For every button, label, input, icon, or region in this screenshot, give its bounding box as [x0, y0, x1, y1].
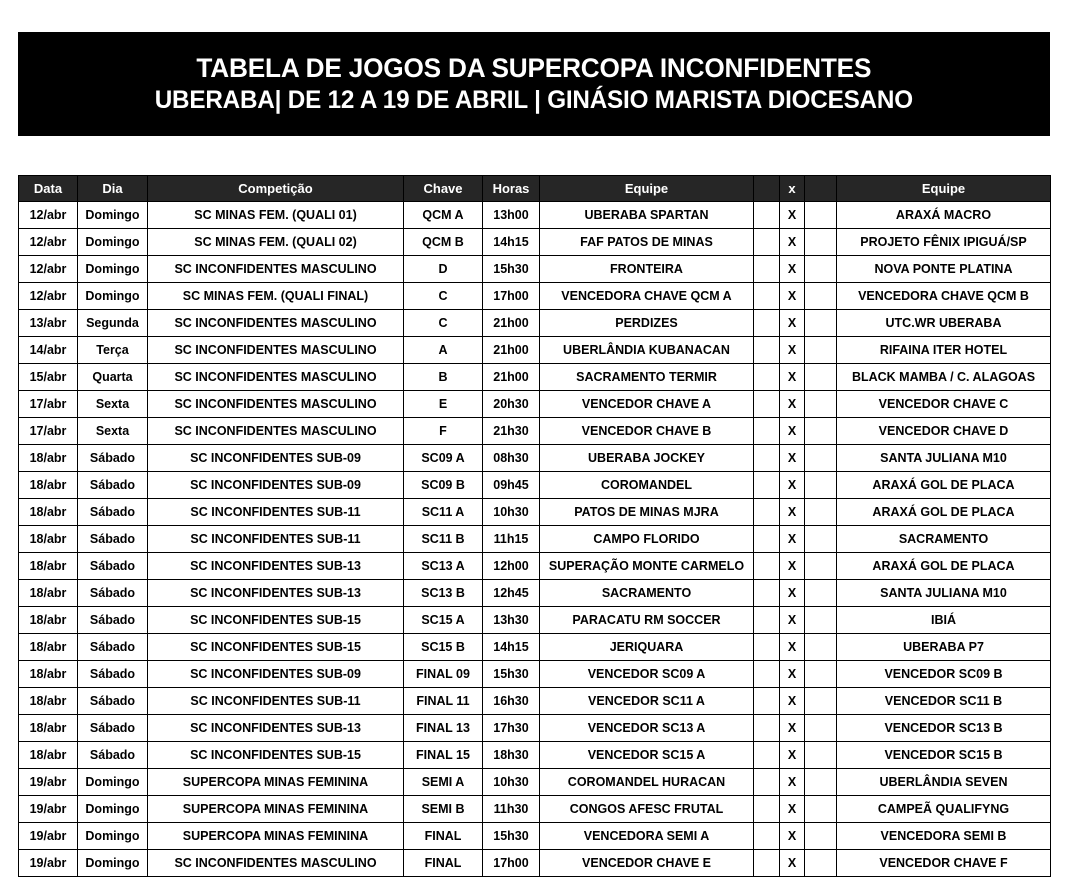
match-group: D [404, 256, 483, 283]
match-team-home: VENCEDORA SEMI A [540, 823, 754, 850]
table-row [19, 742, 1051, 769]
match-date: 17/abr [19, 391, 78, 418]
match-spacer-left [754, 472, 780, 499]
banner-title-line-2: UBERABA| DE 12 A 19 DE ABRIL | GINÁSIO MARISTA DIOCESANO [154, 86, 914, 115]
match-spacer-left [754, 661, 780, 688]
match-team-away: VENCEDOR CHAVE F [837, 850, 1051, 877]
table-row [19, 418, 1051, 445]
match-time: 09h45 [483, 472, 540, 499]
match-team-away: SANTA JULIANA M10 [837, 580, 1051, 607]
match-weekday: Sábado [78, 634, 148, 661]
match-date: 12/abr [19, 202, 78, 229]
match-versus: X [780, 283, 805, 310]
match-competition: SC INCONFIDENTES SUB-13 [148, 553, 404, 580]
match-team-home: VENCEDOR SC15 A [540, 742, 754, 769]
match-competition: SC INCONFIDENTES MASCULINO [148, 256, 404, 283]
match-team-away: VENCEDOR CHAVE D [837, 418, 1051, 445]
match-group: FINAL 15 [404, 742, 483, 769]
match-spacer-right [805, 796, 837, 823]
match-spacer-left [754, 526, 780, 553]
match-team-home: VENCEDORA CHAVE QCM A [540, 283, 754, 310]
match-time: 14h15 [483, 229, 540, 256]
match-team-away: PROJETO FÊNIX IPIGUÁ/SP [837, 229, 1051, 256]
column-header-data: Data [19, 176, 78, 202]
match-versus: X [780, 742, 805, 769]
match-group: FINAL [404, 823, 483, 850]
match-date: 18/abr [19, 607, 78, 634]
match-spacer-right [805, 688, 837, 715]
match-competition: SC INCONFIDENTES SUB-15 [148, 607, 404, 634]
match-competition: SC INCONFIDENTES SUB-09 [148, 661, 404, 688]
match-weekday: Sábado [78, 499, 148, 526]
match-spacer-left [754, 742, 780, 769]
match-time: 15h30 [483, 256, 540, 283]
match-team-home: VENCEDOR SC11 A [540, 688, 754, 715]
match-group: E [404, 391, 483, 418]
match-group: SC13 A [404, 553, 483, 580]
table-row [19, 445, 1051, 472]
match-spacer-left [754, 607, 780, 634]
table-header-row [19, 176, 1051, 202]
match-time: 17h00 [483, 850, 540, 877]
match-weekday: Domingo [78, 256, 148, 283]
match-time: 13h30 [483, 607, 540, 634]
match-spacer-left [754, 499, 780, 526]
match-date: 18/abr [19, 634, 78, 661]
match-team-home: CONGOS AFESC FRUTAL [540, 796, 754, 823]
table-row [19, 688, 1051, 715]
match-competition: SC INCONFIDENTES SUB-13 [148, 580, 404, 607]
match-date: 18/abr [19, 661, 78, 688]
match-team-away: UBERLÂNDIA SEVEN [837, 769, 1051, 796]
match-team-home: COROMANDEL HURACAN [540, 769, 754, 796]
match-time: 12h45 [483, 580, 540, 607]
match-team-away: SANTA JULIANA M10 [837, 445, 1051, 472]
table-row [19, 229, 1051, 256]
match-date: 19/abr [19, 823, 78, 850]
match-time: 16h30 [483, 688, 540, 715]
match-group: SEMI B [404, 796, 483, 823]
match-weekday: Sábado [78, 526, 148, 553]
column-header-equipe-away: Equipe [837, 176, 1051, 202]
match-group: FINAL 09 [404, 661, 483, 688]
match-spacer-left [754, 445, 780, 472]
match-weekday: Domingo [78, 796, 148, 823]
match-group: QCM A [404, 202, 483, 229]
match-group: F [404, 418, 483, 445]
match-weekday: Segunda [78, 310, 148, 337]
match-time: 13h00 [483, 202, 540, 229]
match-competition: SC INCONFIDENTES SUB-11 [148, 526, 404, 553]
match-spacer-left [754, 202, 780, 229]
match-versus: X [780, 418, 805, 445]
match-team-home: FRONTEIRA [540, 256, 754, 283]
match-spacer-right [805, 823, 837, 850]
match-group: SC11 B [404, 526, 483, 553]
match-team-home: FAF PATOS DE MINAS [540, 229, 754, 256]
match-team-home: PERDIZES [540, 310, 754, 337]
match-weekday: Sábado [78, 688, 148, 715]
match-spacer-right [805, 553, 837, 580]
table-row [19, 823, 1051, 850]
match-date: 15/abr [19, 364, 78, 391]
match-spacer-left [754, 391, 780, 418]
match-spacer-left [754, 337, 780, 364]
match-spacer-right [805, 337, 837, 364]
match-competition: SC INCONFIDENTES MASCULINO [148, 310, 404, 337]
table-row [19, 364, 1051, 391]
table-row [19, 337, 1051, 364]
match-team-home: JERIQUARA [540, 634, 754, 661]
match-date: 18/abr [19, 526, 78, 553]
match-date: 12/abr [19, 283, 78, 310]
match-versus: X [780, 553, 805, 580]
table-row [19, 661, 1051, 688]
match-team-home: VENCEDOR CHAVE E [540, 850, 754, 877]
table-row [19, 526, 1051, 553]
table-row [19, 634, 1051, 661]
match-competition: SC INCONFIDENTES SUB-15 [148, 742, 404, 769]
match-time: 11h15 [483, 526, 540, 553]
match-spacer-right [805, 661, 837, 688]
match-team-home: SACRAMENTO TERMIR [540, 364, 754, 391]
match-time: 11h30 [483, 796, 540, 823]
match-team-away: SACRAMENTO [837, 526, 1051, 553]
match-team-away: VENCEDOR CHAVE C [837, 391, 1051, 418]
match-spacer-right [805, 202, 837, 229]
match-spacer-right [805, 526, 837, 553]
match-weekday: Sábado [78, 445, 148, 472]
match-competition: SC INCONFIDENTES SUB-11 [148, 499, 404, 526]
match-time: 14h15 [483, 634, 540, 661]
match-competition: SC MINAS FEM. (QUALI FINAL) [148, 283, 404, 310]
match-spacer-right [805, 229, 837, 256]
match-date: 18/abr [19, 688, 78, 715]
match-spacer-right [805, 256, 837, 283]
match-versus: X [780, 634, 805, 661]
match-weekday: Sexta [78, 391, 148, 418]
match-group: SC09 A [404, 445, 483, 472]
match-time: 18h30 [483, 742, 540, 769]
match-team-home: VENCEDOR CHAVE B [540, 418, 754, 445]
match-time: 10h30 [483, 769, 540, 796]
match-time: 21h00 [483, 337, 540, 364]
match-team-away: ARAXÁ GOL DE PLACA [837, 499, 1051, 526]
table-row [19, 256, 1051, 283]
match-group: SC15 A [404, 607, 483, 634]
match-spacer-left [754, 580, 780, 607]
column-header-spacer-right [805, 176, 837, 202]
match-spacer-right [805, 742, 837, 769]
match-weekday: Sexta [78, 418, 148, 445]
match-versus: X [780, 688, 805, 715]
match-spacer-right [805, 715, 837, 742]
match-team-away: ARAXÁ GOL DE PLACA [837, 553, 1051, 580]
column-header-horas: Horas [483, 176, 540, 202]
match-group: B [404, 364, 483, 391]
table-row [19, 796, 1051, 823]
match-spacer-left [754, 688, 780, 715]
match-team-away: UTC.WR UBERABA [837, 310, 1051, 337]
match-spacer-right [805, 418, 837, 445]
match-versus: X [780, 580, 805, 607]
column-header-equipe-home: Equipe [540, 176, 754, 202]
match-competition: SC INCONFIDENTES SUB-15 [148, 634, 404, 661]
match-group: SC13 B [404, 580, 483, 607]
match-date: 17/abr [19, 418, 78, 445]
table-row [19, 715, 1051, 742]
match-spacer-right [805, 364, 837, 391]
match-team-away: VENCEDOR SC13 B [837, 715, 1051, 742]
table-row [19, 769, 1051, 796]
match-time: 20h30 [483, 391, 540, 418]
match-weekday: Sábado [78, 472, 148, 499]
match-group: SC11 A [404, 499, 483, 526]
match-versus: X [780, 661, 805, 688]
schedule-table-container [18, 175, 1050, 877]
match-team-away: VENCEDOR SC09 B [837, 661, 1051, 688]
match-spacer-left [754, 283, 780, 310]
match-date: 19/abr [19, 769, 78, 796]
match-weekday: Sábado [78, 715, 148, 742]
table-row [19, 850, 1051, 877]
match-versus: X [780, 715, 805, 742]
match-date: 18/abr [19, 742, 78, 769]
match-versus: X [780, 256, 805, 283]
match-group: FINAL [404, 850, 483, 877]
match-date: 18/abr [19, 553, 78, 580]
match-versus: X [780, 796, 805, 823]
match-competition: SUPERCOPA MINAS FEMININA [148, 823, 404, 850]
match-spacer-right [805, 580, 837, 607]
match-competition: SC INCONFIDENTES SUB-09 [148, 445, 404, 472]
match-weekday: Domingo [78, 283, 148, 310]
schedule-table [18, 175, 1051, 877]
match-date: 19/abr [19, 796, 78, 823]
match-team-away: VENCEDORA SEMI B [837, 823, 1051, 850]
match-weekday: Quarta [78, 364, 148, 391]
match-date: 19/abr [19, 850, 78, 877]
table-row [19, 472, 1051, 499]
match-time: 10h30 [483, 499, 540, 526]
match-weekday: Sábado [78, 607, 148, 634]
match-weekday: Terça [78, 337, 148, 364]
match-spacer-left [754, 418, 780, 445]
match-versus: X [780, 607, 805, 634]
match-competition: SC INCONFIDENTES SUB-11 [148, 688, 404, 715]
title-banner [18, 32, 1050, 136]
match-team-away: IBIÁ [837, 607, 1051, 634]
match-competition: SC INCONFIDENTES MASCULINO [148, 364, 404, 391]
match-spacer-left [754, 310, 780, 337]
match-weekday: Domingo [78, 823, 148, 850]
match-time: 12h00 [483, 553, 540, 580]
match-weekday: Sábado [78, 661, 148, 688]
match-team-home: COROMANDEL [540, 472, 754, 499]
column-header-dia: Dia [78, 176, 148, 202]
match-group: SC09 B [404, 472, 483, 499]
match-spacer-left [754, 229, 780, 256]
match-group: SC15 B [404, 634, 483, 661]
match-spacer-right [805, 445, 837, 472]
match-team-away: VENCEDOR SC11 B [837, 688, 1051, 715]
match-spacer-left [754, 715, 780, 742]
match-time: 17h00 [483, 283, 540, 310]
match-date: 12/abr [19, 229, 78, 256]
match-spacer-left [754, 769, 780, 796]
match-time: 21h30 [483, 418, 540, 445]
match-group: QCM B [404, 229, 483, 256]
table-row [19, 202, 1051, 229]
match-spacer-left [754, 796, 780, 823]
match-team-home: VENCEDOR SC09 A [540, 661, 754, 688]
match-team-away: ARAXÁ GOL DE PLACA [837, 472, 1051, 499]
match-spacer-right [805, 283, 837, 310]
match-team-home: VENCEDOR SC13 A [540, 715, 754, 742]
match-versus: X [780, 391, 805, 418]
match-team-home: UBERLÂNDIA KUBANACAN [540, 337, 754, 364]
match-team-home: SUPERAÇÃO MONTE CARMELO [540, 553, 754, 580]
table-row [19, 607, 1051, 634]
match-group: A [404, 337, 483, 364]
match-competition: SC INCONFIDENTES SUB-09 [148, 472, 404, 499]
match-team-away: BLACK MAMBA / C. ALAGOAS [837, 364, 1051, 391]
match-time: 08h30 [483, 445, 540, 472]
match-date: 12/abr [19, 256, 78, 283]
match-team-away: CAMPEÃ QUALIFYNG [837, 796, 1051, 823]
match-spacer-left [754, 364, 780, 391]
match-team-home: SACRAMENTO [540, 580, 754, 607]
match-competition: SC INCONFIDENTES SUB-13 [148, 715, 404, 742]
column-header-competicao: Competição [148, 176, 404, 202]
match-group: C [404, 310, 483, 337]
match-date: 14/abr [19, 337, 78, 364]
table-row [19, 310, 1051, 337]
table-row [19, 499, 1051, 526]
match-time: 15h30 [483, 661, 540, 688]
match-group: FINAL 11 [404, 688, 483, 715]
match-team-away: NOVA PONTE PLATINA [837, 256, 1051, 283]
match-group: FINAL 13 [404, 715, 483, 742]
match-versus: X [780, 445, 805, 472]
match-competition: SC INCONFIDENTES MASCULINO [148, 391, 404, 418]
match-time: 21h00 [483, 310, 540, 337]
match-spacer-right [805, 310, 837, 337]
match-team-away: VENCEDORA CHAVE QCM B [837, 283, 1051, 310]
match-competition: SC INCONFIDENTES MASCULINO [148, 850, 404, 877]
match-team-away: UBERABA P7 [837, 634, 1051, 661]
match-versus: X [780, 202, 805, 229]
match-competition: SUPERCOPA MINAS FEMININA [148, 769, 404, 796]
match-versus: X [780, 499, 805, 526]
match-team-home: UBERABA SPARTAN [540, 202, 754, 229]
match-weekday: Sábado [78, 553, 148, 580]
banner-title-line-1: TABELA DE JOGOS DA SUPERCOPA INCONFIDENTES [196, 53, 872, 84]
match-versus: X [780, 823, 805, 850]
match-versus: X [780, 526, 805, 553]
match-weekday: Sábado [78, 742, 148, 769]
match-spacer-right [805, 850, 837, 877]
match-spacer-left [754, 823, 780, 850]
match-competition: SC INCONFIDENTES MASCULINO [148, 337, 404, 364]
match-date: 18/abr [19, 472, 78, 499]
match-team-home: UBERABA JOCKEY [540, 445, 754, 472]
column-header-spacer-left [754, 176, 780, 202]
match-weekday: Sábado [78, 580, 148, 607]
match-team-home: CAMPO FLORIDO [540, 526, 754, 553]
match-spacer-left [754, 553, 780, 580]
table-row [19, 553, 1051, 580]
match-date: 18/abr [19, 499, 78, 526]
match-team-home: VENCEDOR CHAVE A [540, 391, 754, 418]
match-spacer-right [805, 499, 837, 526]
match-competition: SC MINAS FEM. (QUALI 02) [148, 229, 404, 256]
match-spacer-left [754, 256, 780, 283]
schedule-table-body [19, 202, 1051, 877]
match-weekday: Domingo [78, 202, 148, 229]
table-row [19, 580, 1051, 607]
match-versus: X [780, 364, 805, 391]
match-spacer-right [805, 769, 837, 796]
match-competition: SUPERCOPA MINAS FEMININA [148, 796, 404, 823]
match-versus: X [780, 769, 805, 796]
match-weekday: Domingo [78, 229, 148, 256]
match-date: 13/abr [19, 310, 78, 337]
match-team-away: ARAXÁ MACRO [837, 202, 1051, 229]
match-time: 21h00 [483, 364, 540, 391]
column-header-versus: x [780, 176, 805, 202]
match-versus: X [780, 310, 805, 337]
match-date: 18/abr [19, 715, 78, 742]
table-row [19, 391, 1051, 418]
match-spacer-left [754, 634, 780, 661]
match-group: C [404, 283, 483, 310]
match-versus: X [780, 472, 805, 499]
match-spacer-right [805, 472, 837, 499]
match-competition: SC INCONFIDENTES MASCULINO [148, 418, 404, 445]
match-date: 18/abr [19, 580, 78, 607]
match-spacer-right [805, 634, 837, 661]
match-spacer-right [805, 391, 837, 418]
match-date: 18/abr [19, 445, 78, 472]
match-spacer-right [805, 607, 837, 634]
column-header-chave: Chave [404, 176, 483, 202]
match-spacer-left [754, 850, 780, 877]
match-versus: X [780, 229, 805, 256]
match-group: SEMI A [404, 769, 483, 796]
match-team-home: PATOS DE MINAS MJRA [540, 499, 754, 526]
match-team-away: RIFAINA ITER HOTEL [837, 337, 1051, 364]
match-time: 17h30 [483, 715, 540, 742]
match-weekday: Domingo [78, 850, 148, 877]
match-versus: X [780, 337, 805, 364]
match-team-home: PARACATU RM SOCCER [540, 607, 754, 634]
match-weekday: Domingo [78, 769, 148, 796]
table-row [19, 283, 1051, 310]
match-competition: SC MINAS FEM. (QUALI 01) [148, 202, 404, 229]
match-time: 15h30 [483, 823, 540, 850]
match-team-away: VENCEDOR SC15 B [837, 742, 1051, 769]
match-versus: X [780, 850, 805, 877]
